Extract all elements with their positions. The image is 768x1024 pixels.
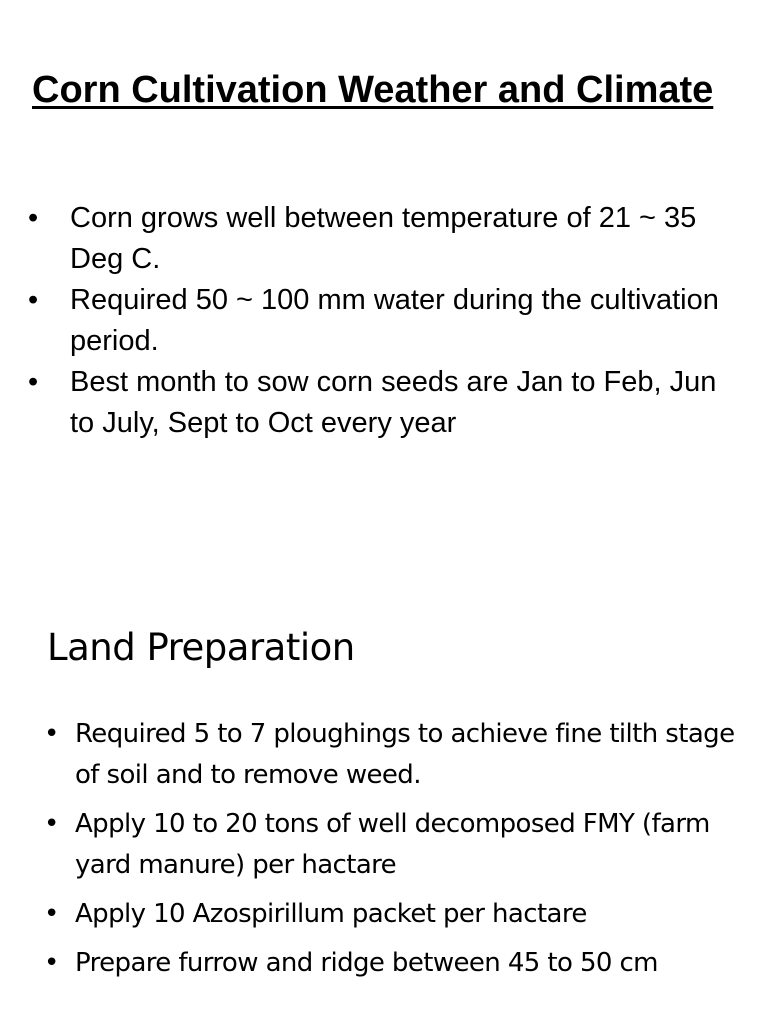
list-item xyxy=(44,894,744,935)
climate-slide-title: Corn Cultivation Weather and Climate xyxy=(32,69,714,111)
land-preparation-title: Land Preparation xyxy=(47,626,355,669)
list-item xyxy=(28,362,740,444)
list-item-text: Prepare furrow and ridge between 45 to 50 cm xyxy=(75,948,658,978)
bullet-icon: • xyxy=(44,948,59,978)
list-item xyxy=(44,714,744,796)
list-item xyxy=(44,943,744,984)
bullet-icon: • xyxy=(28,284,39,316)
bullet-icon: • xyxy=(44,719,59,749)
list-item-text: Apply 10 Azospirillum packet per hactare xyxy=(75,899,587,929)
bullet-icon: • xyxy=(44,809,59,839)
land-preparation-bullet-list xyxy=(44,714,744,992)
list-item-text: Required 50 ~ 100 mm water during the cultivation period. xyxy=(70,284,719,357)
list-item-text: Required 5 to 7 ploughings to achieve fine tilth stage of soil and to remove weed. xyxy=(75,719,735,790)
bullet-icon: • xyxy=(28,202,39,234)
bullet-icon: • xyxy=(44,899,59,929)
list-item xyxy=(28,198,740,280)
list-item-text: Best month to sow corn seeds are Jan to Feb, Jun to July, Sept to Oct every year xyxy=(70,366,717,439)
list-item xyxy=(44,804,744,886)
list-item-text: Apply 10 to 20 tons of well decomposed FMY (farm yard manure) per hactare xyxy=(75,809,710,880)
climate-bullet-list xyxy=(28,198,740,444)
list-item xyxy=(28,280,740,362)
bullet-icon: • xyxy=(28,366,39,398)
list-item-text: Corn grows well between temperature of 21 ~ 35 Deg C. xyxy=(70,202,697,275)
